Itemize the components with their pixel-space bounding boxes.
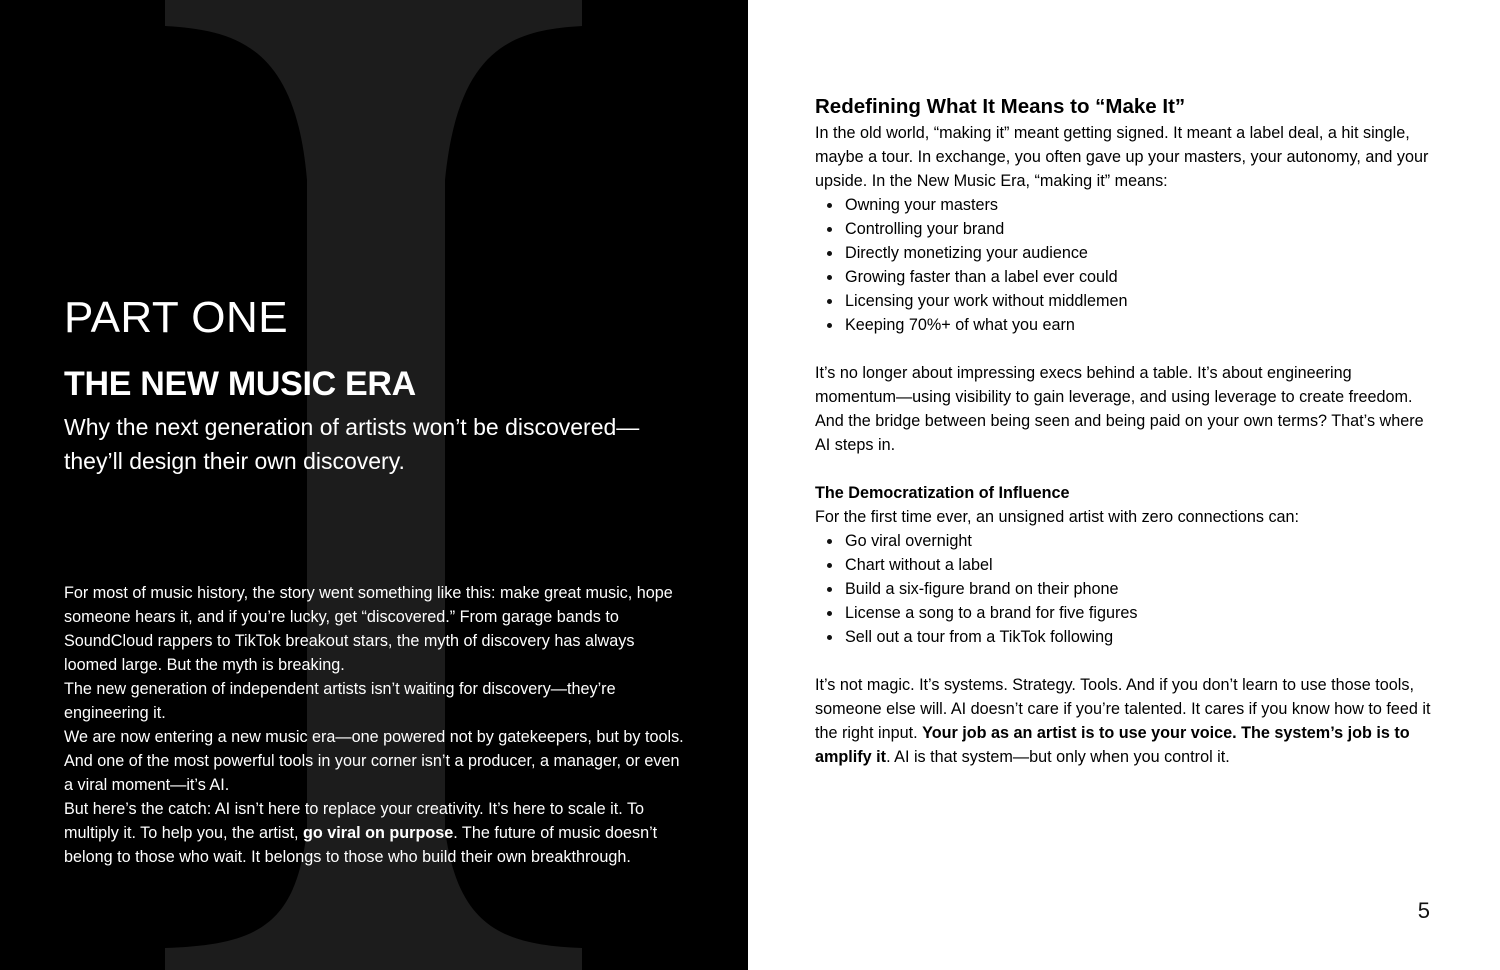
subsection-heading: The Democratization of Influence xyxy=(815,484,1070,502)
part-label: PART ONE xyxy=(64,293,289,342)
making-it-list xyxy=(815,193,1435,337)
intro-text xyxy=(64,581,689,869)
section-body-1 xyxy=(815,121,1435,337)
list-item: Growing faster than a label ever could xyxy=(815,265,1435,289)
list-item: Build a six-figure brand on their phone xyxy=(815,577,1435,601)
list-item: Keeping 70%+ of what you earn xyxy=(815,313,1435,337)
systems-text: It’s not magic. It’s systems. Strategy. Tools. And if you don’t learn to use those tools, someone else will. AI doesn’t care if you’re talented. It cares if you know how to feed it the right input. xyxy=(815,676,1431,742)
page-number: 5 xyxy=(1417,898,1430,923)
subtitle-line-1: Why the next generation of artists won’t be discovered— xyxy=(64,414,640,440)
intro-paragraph-4 xyxy=(64,797,689,869)
systems-paragraph xyxy=(815,673,1435,769)
intro-p4-emphasis: go viral on purpose xyxy=(303,824,454,842)
list-item: Go viral overnight xyxy=(815,529,1435,553)
list-item: Chart without a label xyxy=(815,553,1435,577)
section-intro-paragraph: In the old world, “making it” meant getting signed. It meant a label deal, a hit single, maybe a tour. In exchange, you often gave up your masters, your autonomy, and your upside. In the New Music Era, “making it” means: xyxy=(815,124,1429,190)
list-item: Controlling your brand xyxy=(815,217,1435,241)
list-item: Licensing your work without middlemen xyxy=(815,289,1435,313)
list-item: License a song to a brand for five figures xyxy=(815,601,1435,625)
left-page xyxy=(0,0,748,970)
part-subtitle xyxy=(64,410,704,478)
intro-paragraph-3: We are now entering a new music era—one powered not by gatekeepers, but by tools. And one of the most powerful tools in your corner isn’t a producer, a manager, or even a viral moment—it’s AI. xyxy=(64,728,684,794)
systems-emphasis: Your job as an artist is to use your voice. The system’s job is to amplify it xyxy=(815,724,1410,766)
intro-paragraph-1: For most of music history, the story went something like this: make great music, hope someone hears it, and if you’re lucky, get “discovered.” From garage bands to SoundCloud rappers to TikTok breakout stars, the myth of discovery has always loomed large. But the myth is breaking. xyxy=(64,584,673,674)
list-item: Owning your masters xyxy=(815,193,1435,217)
subtitle-line-2: they’ll design their own discovery. xyxy=(64,448,405,474)
list-item: Directly monetizing your audience xyxy=(815,241,1435,265)
intro-paragraph-2: The new generation of independent artists isn’t waiting for discovery—they’re engineering it. xyxy=(64,680,616,722)
systems-text-end: . AI is that system—but only when you control it. xyxy=(886,748,1230,766)
section-heading: Redefining What It Means to “Make It” xyxy=(815,95,1186,118)
part-title: THE NEW MUSIC ERA xyxy=(64,365,416,403)
section-body-2 xyxy=(815,481,1435,649)
democratization-list xyxy=(815,529,1435,649)
intro-p4-text: But here’s the catch: AI isn’t here to replace your creativity. It’s here to scale it. To multiply it. To help you, the artist, xyxy=(64,800,645,842)
intro-p4-text-end: . The future of music doesn’t belong to those who wait. It belongs to those who build their own breakthrough. xyxy=(64,824,658,866)
subsection-intro-paragraph: For the first time ever, an unsigned artist with zero connections can: xyxy=(815,508,1300,526)
list-item: Sell out a tour from a TikTok following xyxy=(815,625,1435,649)
momentum-paragraph: It’s no longer about impressing execs behind a table. It’s about engineering momentum—using visibility to gain leverage, and using leverage to create freedom. And the bridge between being seen and being paid on your own terms? That’s where AI steps in. xyxy=(815,364,1424,454)
